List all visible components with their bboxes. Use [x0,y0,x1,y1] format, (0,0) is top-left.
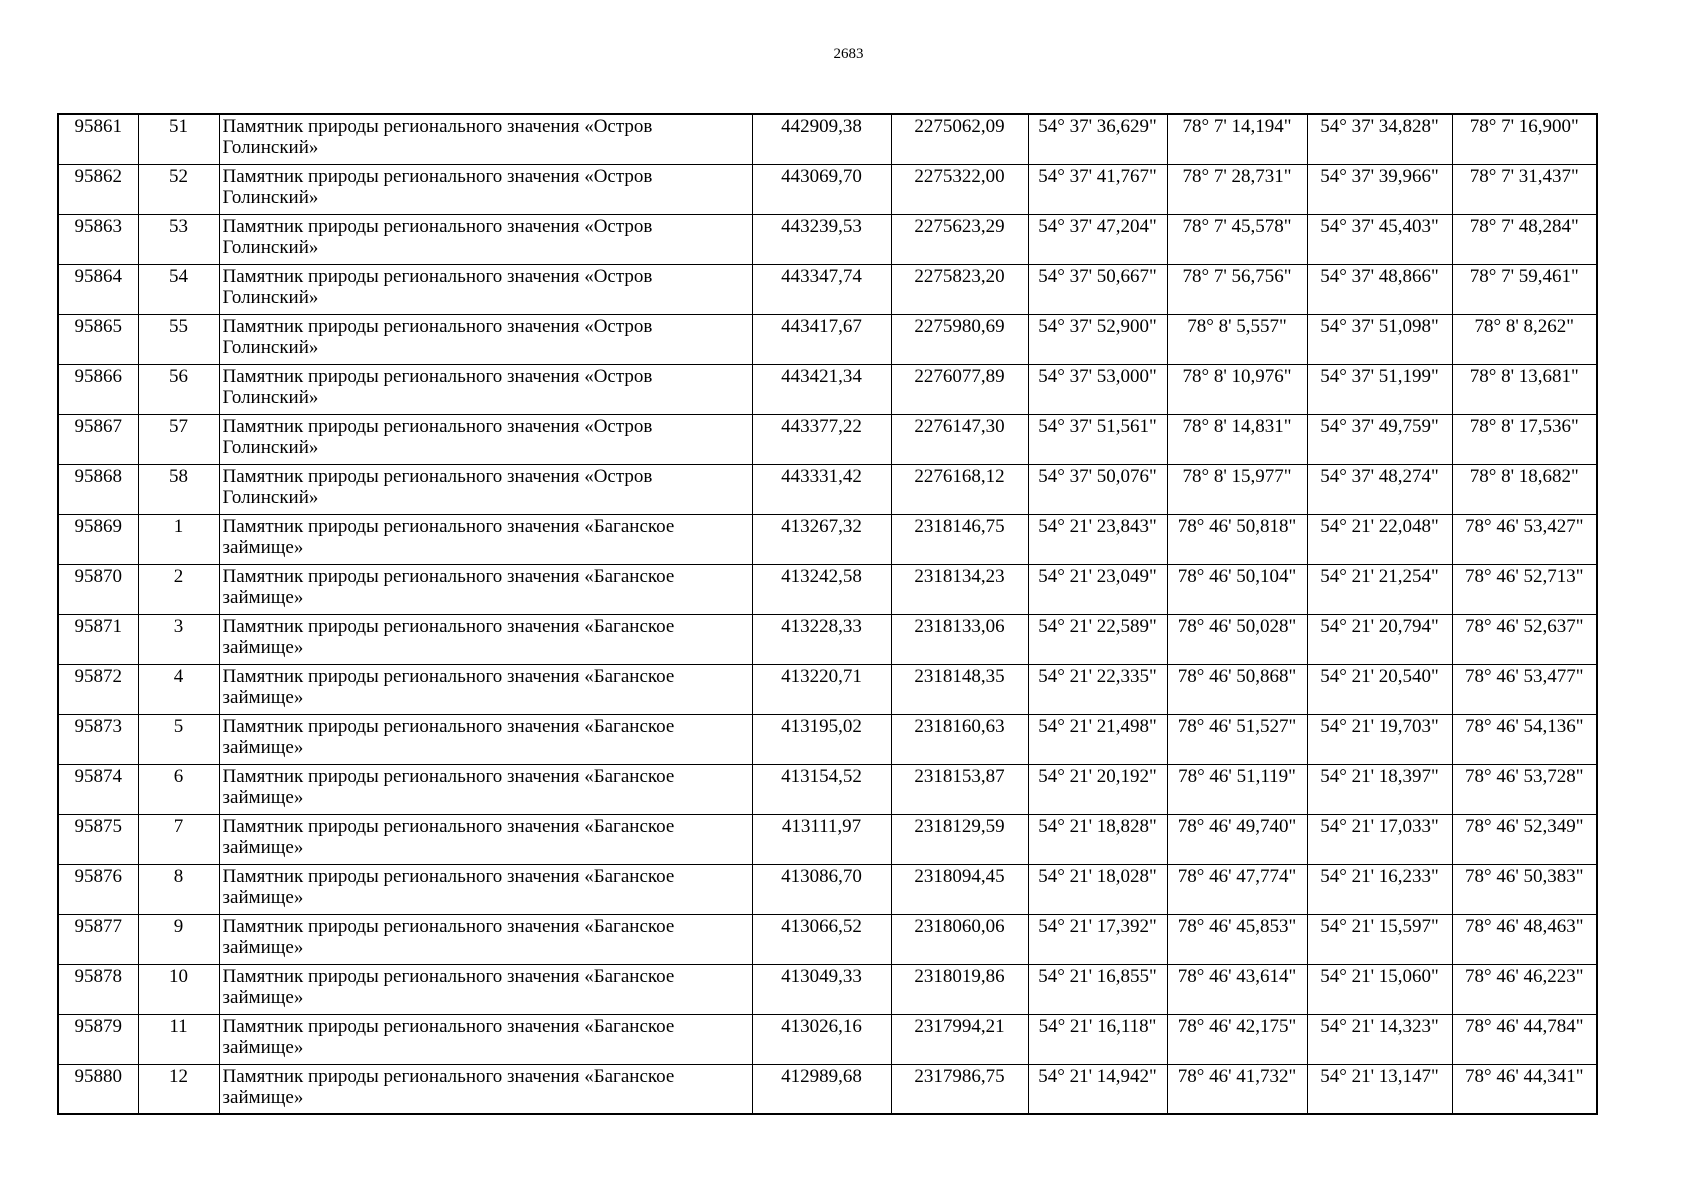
longitude-cell: 78° 7' 56,756" [1167,264,1307,314]
latitude-cell: 54° 21' 23,049" [1028,564,1167,614]
latitude-cell: 54° 37' 47,204" [1028,214,1167,264]
latitude-cell: 54° 37' 36,629" [1028,114,1167,164]
y-coordinate-cell: 2275823,20 [891,264,1028,314]
object-name-cell: Памятник природы регионального значения «Баганское займище» [219,764,752,814]
point-number-cell: 56 [138,364,219,414]
latitude-alt-cell: 54° 21' 18,397" [1307,764,1452,814]
point-number-cell: 10 [138,964,219,1014]
object-name-cell: Памятник природы регионального значения «Остров Голинский» [219,364,752,414]
point-number-cell: 6 [138,764,219,814]
x-coordinate-cell: 413228,33 [752,614,891,664]
y-coordinate-cell: 2318146,75 [891,514,1028,564]
y-coordinate-cell: 2276077,89 [891,364,1028,414]
y-coordinate-cell: 2275980,69 [891,314,1028,364]
latitude-cell: 54° 21' 16,118" [1028,1014,1167,1064]
longitude-alt-cell: 78° 8' 8,262" [1452,314,1597,364]
record-id-cell: 95870 [58,564,138,614]
x-coordinate-cell: 413267,32 [752,514,891,564]
longitude-cell: 78° 46' 49,740" [1167,814,1307,864]
record-id-cell: 95878 [58,964,138,1014]
latitude-cell: 54° 37' 52,900" [1028,314,1167,364]
coordinates-table [57,113,1598,1115]
latitude-cell: 54° 37' 51,561" [1028,414,1167,464]
longitude-cell: 78° 46' 51,119" [1167,764,1307,814]
y-coordinate-cell: 2318019,86 [891,964,1028,1014]
table-row [58,464,1597,514]
x-coordinate-cell: 413086,70 [752,864,891,914]
longitude-alt-cell: 78° 46' 44,341" [1452,1064,1597,1114]
point-number-cell: 5 [138,714,219,764]
longitude-alt-cell: 78° 8' 18,682" [1452,464,1597,514]
x-coordinate-cell: 443331,42 [752,464,891,514]
latitude-cell: 54° 21' 18,028" [1028,864,1167,914]
longitude-cell: 78° 46' 47,774" [1167,864,1307,914]
record-id-cell: 95867 [58,414,138,464]
object-name-cell: Памятник природы регионального значения «Баганское займище» [219,564,752,614]
y-coordinate-cell: 2318060,06 [891,914,1028,964]
longitude-alt-cell: 78° 46' 53,728" [1452,764,1597,814]
longitude-alt-cell: 78° 46' 50,383" [1452,864,1597,914]
longitude-alt-cell: 78° 46' 53,477" [1452,664,1597,714]
x-coordinate-cell: 413242,58 [752,564,891,614]
table-row [58,1064,1597,1114]
x-coordinate-cell: 442909,38 [752,114,891,164]
page-number: 2683 [833,46,864,62]
point-number-cell: 3 [138,614,219,664]
x-coordinate-cell: 443069,70 [752,164,891,214]
longitude-alt-cell: 78° 46' 52,637" [1452,614,1597,664]
table-row [58,864,1597,914]
longitude-cell: 78° 46' 41,732" [1167,1064,1307,1114]
y-coordinate-cell: 2318160,63 [891,714,1028,764]
point-number-cell: 12 [138,1064,219,1114]
latitude-cell: 54° 37' 50,076" [1028,464,1167,514]
point-number-cell: 52 [138,164,219,214]
latitude-cell: 54° 21' 20,192" [1028,764,1167,814]
y-coordinate-cell: 2275623,29 [891,214,1028,264]
table-row [58,964,1597,1014]
latitude-cell: 54° 21' 14,942" [1028,1064,1167,1114]
object-name-cell: Памятник природы регионального значения «Остров Голинский» [219,464,752,514]
x-coordinate-cell: 413154,52 [752,764,891,814]
latitude-cell: 54° 21' 23,843" [1028,514,1167,564]
x-coordinate-cell: 443377,22 [752,414,891,464]
record-id-cell: 95864 [58,264,138,314]
y-coordinate-cell: 2318148,35 [891,664,1028,714]
latitude-cell: 54° 21' 18,828" [1028,814,1167,864]
point-number-cell: 4 [138,664,219,714]
latitude-alt-cell: 54° 21' 17,033" [1307,814,1452,864]
table-row [58,564,1597,614]
longitude-cell: 78° 8' 10,976" [1167,364,1307,414]
longitude-alt-cell: 78° 46' 54,136" [1452,714,1597,764]
object-name-cell: Памятник природы регионального значения «Остров Голинский» [219,314,752,364]
table-row [58,614,1597,664]
latitude-cell: 54° 21' 22,589" [1028,614,1167,664]
point-number-cell: 2 [138,564,219,614]
y-coordinate-cell: 2276168,12 [891,464,1028,514]
y-coordinate-cell: 2275062,09 [891,114,1028,164]
latitude-alt-cell: 54° 21' 15,060" [1307,964,1452,1014]
latitude-alt-cell: 54° 37' 48,274" [1307,464,1452,514]
point-number-cell: 1 [138,514,219,564]
x-coordinate-cell: 413220,71 [752,664,891,714]
latitude-alt-cell: 54° 37' 34,828" [1307,114,1452,164]
object-name-cell: Памятник природы регионального значения «Остров Голинский» [219,264,752,314]
table-row [58,314,1597,364]
record-id-cell: 95874 [58,764,138,814]
latitude-cell: 54° 21' 21,498" [1028,714,1167,764]
x-coordinate-cell: 443417,67 [752,314,891,364]
longitude-alt-cell: 78° 46' 52,713" [1452,564,1597,614]
longitude-cell: 78° 46' 50,818" [1167,514,1307,564]
latitude-alt-cell: 54° 37' 48,866" [1307,264,1452,314]
longitude-alt-cell: 78° 8' 17,536" [1452,414,1597,464]
y-coordinate-cell: 2317986,75 [891,1064,1028,1114]
x-coordinate-cell: 413026,16 [752,1014,891,1064]
latitude-alt-cell: 54° 37' 51,098" [1307,314,1452,364]
point-number-cell: 11 [138,1014,219,1064]
latitude-alt-cell: 54° 21' 15,597" [1307,914,1452,964]
longitude-alt-cell: 78° 46' 44,784" [1452,1014,1597,1064]
x-coordinate-cell: 443347,74 [752,264,891,314]
table-row [58,514,1597,564]
x-coordinate-cell: 443421,34 [752,364,891,414]
record-id-cell: 95877 [58,914,138,964]
record-id-cell: 95865 [58,314,138,364]
longitude-alt-cell: 78° 46' 53,427" [1452,514,1597,564]
longitude-alt-cell: 78° 7' 59,461" [1452,264,1597,314]
y-coordinate-cell: 2276147,30 [891,414,1028,464]
latitude-alt-cell: 54° 21' 16,233" [1307,864,1452,914]
x-coordinate-cell: 413195,02 [752,714,891,764]
table-row [58,764,1597,814]
longitude-cell: 78° 7' 45,578" [1167,214,1307,264]
longitude-cell: 78° 46' 45,853" [1167,914,1307,964]
record-id-cell: 95869 [58,514,138,564]
object-name-cell: Памятник природы регионального значения «Баганское займище» [219,964,752,1014]
latitude-alt-cell: 54° 21' 22,048" [1307,514,1452,564]
record-id-cell: 95879 [58,1014,138,1064]
record-id-cell: 95866 [58,364,138,414]
record-id-cell: 95875 [58,814,138,864]
record-id-cell: 95871 [58,614,138,664]
point-number-cell: 53 [138,214,219,264]
x-coordinate-cell: 413066,52 [752,914,891,964]
longitude-cell: 78° 46' 50,868" [1167,664,1307,714]
x-coordinate-cell: 412989,68 [752,1064,891,1114]
longitude-alt-cell: 78° 46' 48,463" [1452,914,1597,964]
y-coordinate-cell: 2275322,00 [891,164,1028,214]
table-row [58,114,1597,164]
longitude-cell: 78° 46' 50,028" [1167,614,1307,664]
record-id-cell: 95861 [58,114,138,164]
latitude-alt-cell: 54° 21' 20,794" [1307,614,1452,664]
point-number-cell: 55 [138,314,219,364]
record-id-cell: 95873 [58,714,138,764]
latitude-cell: 54° 37' 41,767" [1028,164,1167,214]
y-coordinate-cell: 2317994,21 [891,1014,1028,1064]
latitude-alt-cell: 54° 37' 39,966" [1307,164,1452,214]
y-coordinate-cell: 2318133,06 [891,614,1028,664]
latitude-alt-cell: 54° 37' 49,759" [1307,414,1452,464]
table-row [58,214,1597,264]
point-number-cell: 51 [138,114,219,164]
longitude-alt-cell: 78° 8' 13,681" [1452,364,1597,414]
x-coordinate-cell: 443239,53 [752,214,891,264]
point-number-cell: 58 [138,464,219,514]
x-coordinate-cell: 413111,97 [752,814,891,864]
x-coordinate-cell: 413049,33 [752,964,891,1014]
latitude-alt-cell: 54° 21' 19,703" [1307,714,1452,764]
table-row [58,1014,1597,1064]
longitude-cell: 78° 8' 5,557" [1167,314,1307,364]
latitude-alt-cell: 54° 37' 51,199" [1307,364,1452,414]
object-name-cell: Памятник природы регионального значения «Остров Голинский» [219,414,752,464]
record-id-cell: 95880 [58,1064,138,1114]
record-id-cell: 95862 [58,164,138,214]
y-coordinate-cell: 2318134,23 [891,564,1028,614]
longitude-cell: 78° 8' 14,831" [1167,414,1307,464]
object-name-cell: Памятник природы регионального значения «Баганское займище» [219,614,752,664]
longitude-cell: 78° 7' 28,731" [1167,164,1307,214]
table-row [58,364,1597,414]
latitude-cell: 54° 21' 16,855" [1028,964,1167,1014]
record-id-cell: 95876 [58,864,138,914]
object-name-cell: Памятник природы регионального значения «Баганское займище» [219,814,752,864]
object-name-cell: Памятник природы регионального значения «Баганское займище» [219,514,752,564]
latitude-cell: 54° 21' 22,335" [1028,664,1167,714]
table-body [58,114,1597,1114]
latitude-cell: 54° 21' 17,392" [1028,914,1167,964]
y-coordinate-cell: 2318094,45 [891,864,1028,914]
table-row [58,664,1597,714]
latitude-alt-cell: 54° 21' 20,540" [1307,664,1452,714]
point-number-cell: 8 [138,864,219,914]
object-name-cell: Памятник природы регионального значения «Остров Голинский» [219,114,752,164]
longitude-alt-cell: 78° 7' 48,284" [1452,214,1597,264]
table-row [58,714,1597,764]
longitude-cell: 78° 46' 43,614" [1167,964,1307,1014]
longitude-cell: 78° 46' 42,175" [1167,1014,1307,1064]
longitude-alt-cell: 78° 7' 16,900" [1452,114,1597,164]
latitude-cell: 54° 37' 50,667" [1028,264,1167,314]
object-name-cell: Памятник природы регионального значения «Баганское займище» [219,664,752,714]
latitude-alt-cell: 54° 21' 13,147" [1307,1064,1452,1114]
point-number-cell: 9 [138,914,219,964]
longitude-cell: 78° 46' 50,104" [1167,564,1307,614]
latitude-alt-cell: 54° 37' 45,403" [1307,214,1452,264]
record-id-cell: 95868 [58,464,138,514]
table-row [58,164,1597,214]
record-id-cell: 95872 [58,664,138,714]
longitude-cell: 78° 46' 51,527" [1167,714,1307,764]
point-number-cell: 7 [138,814,219,864]
object-name-cell: Памятник природы регионального значения «Баганское займище» [219,914,752,964]
longitude-alt-cell: 78° 46' 46,223" [1452,964,1597,1014]
point-number-cell: 54 [138,264,219,314]
longitude-cell: 78° 7' 14,194" [1167,114,1307,164]
longitude-alt-cell: 78° 7' 31,437" [1452,164,1597,214]
longitude-alt-cell: 78° 46' 52,349" [1452,814,1597,864]
table-row [58,264,1597,314]
point-number-cell: 57 [138,414,219,464]
object-name-cell: Памятник природы регионального значения «Баганское займище» [219,1014,752,1064]
record-id-cell: 95863 [58,214,138,264]
object-name-cell: Памятник природы регионального значения «Остров Голинский» [219,214,752,264]
y-coordinate-cell: 2318153,87 [891,764,1028,814]
table-row [58,814,1597,864]
longitude-cell: 78° 8' 15,977" [1167,464,1307,514]
latitude-alt-cell: 54° 21' 21,254" [1307,564,1452,614]
table-row [58,914,1597,964]
object-name-cell: Памятник природы регионального значения «Баганское займище» [219,864,752,914]
object-name-cell: Памятник природы регионального значения «Баганское займище» [219,1064,752,1114]
table-row [58,414,1597,464]
object-name-cell: Памятник природы регионального значения «Баганское займище» [219,714,752,764]
y-coordinate-cell: 2318129,59 [891,814,1028,864]
object-name-cell: Памятник природы регионального значения «Остров Голинский» [219,164,752,214]
latitude-alt-cell: 54° 21' 14,323" [1307,1014,1452,1064]
latitude-cell: 54° 37' 53,000" [1028,364,1167,414]
